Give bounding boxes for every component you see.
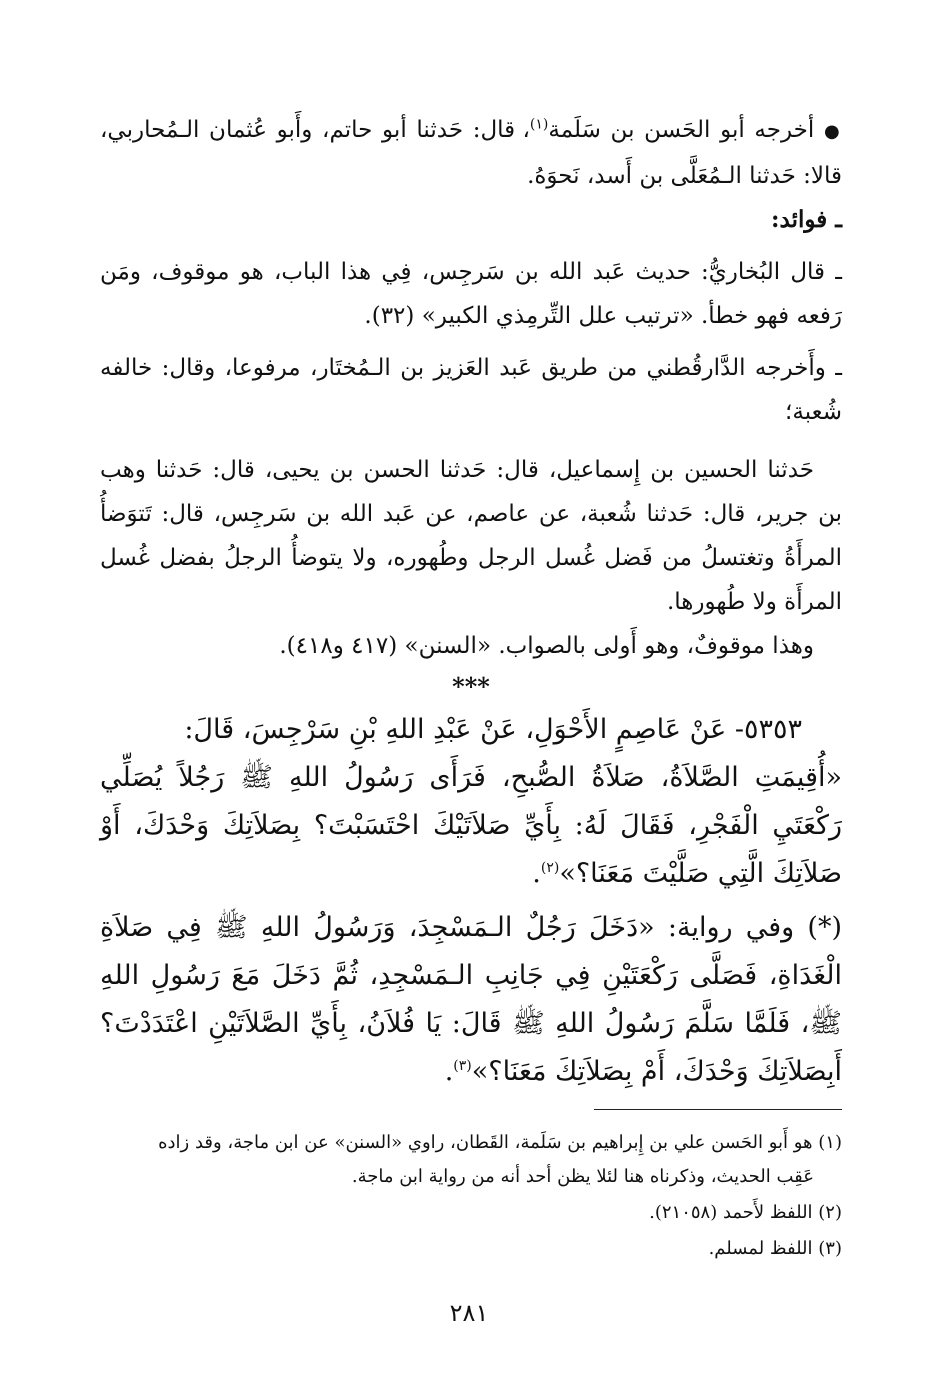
intro-text-start: أخرجه أبو الحَسن بن سَلَمة [548,117,815,143]
verdict-paragraph: وهذا موقوفٌ، وهو أَولى بالصواب. «السنن» (٤١٧ و٤١٨). [279,633,814,659]
hadith-text-body: «أُقِيمَتِ الصَّلاَةُ، صَلاَةُ الصُّبحِ، فَرَأَى رَسُولُ اللهِ ﷺ رَجُلاً يُصَلِّي رَكْعَتَيِ الْفَجْرِ، فَقَالَ لَهُ: بِأَيِّ صَلاَتَيْكَ احْتَسَبْتَ؟ بِصَلاَتِكَ وَحْدَكَ، أَوْ صَلاَتِكَ الَّتِي صَلَّيْتَ مَعَنَا؟» [100,762,842,889]
hadith-text-end: . [532,858,541,889]
footnote-marker-3[interactable]: (٣) [453,1058,472,1074]
footnote-2: (٢) اللفظ لأَحمد (٢١٠٥٨). [649,1202,842,1223]
section-separator-stars: *** [452,672,490,701]
footnote-marker-1[interactable]: (١) [529,116,549,133]
footnote-1-line-1: (١) هو أَبو الحَسن علي بن إِبراهيم بن سَلَمة، القَطان، راوي «السنن» عن ابن ماجة، وقد زاده [158,1132,842,1153]
intro-paragraph [100,108,842,198]
intro-text-end: ، قال: حَدثنا أبو حاتم، وأَبو عُثمان الـمُحاربي، قالا: حَدثنا الـمُعَلَّى بن أَسد، نَحوَهُ. [100,117,842,189]
daraqutni-paragraph: ـ وأَخرجه الدَّارقُطني من طريق عَبد العَزيز بن الـمُختَار، مرفوعا، وقال: خالفه شُعبة؛ [100,355,842,425]
hadith-header-text: عَنْ عَاصِمٍ الأَحْوَلِ، عَنْ عَبْدِ اللهِ بْنِ سَرْجِسَ، قَالَ: [184,714,727,745]
footnote-1 [100,1126,842,1194]
main-text [100,108,842,1096]
riwaya-text-end: . [444,1056,454,1087]
footnote-marker-2[interactable]: (٢) [540,860,560,876]
hadith-number: ٥٣٥٣- [734,714,802,745]
bukhari-paragraph: ـ قال البُخاريُّ: حديث عَبد الله بن سَرجِس، فِي هذا الباب، هو موقوف، ومَن رَفعه فهو خطأ. «ترتيب علل التِّرمِذي الكبير» (٣٢). [100,259,842,329]
isnad-paragraph: حَدثنا الحسين بن إِسماعيل، قال: حَدثنا الحسن بن يحيى، قال: حَدثنا وهب بن جرير، قال: حَدثنا شُعبة، عن عاصم، عن عَبد الله بن سَرجِس، قال: تَتوَضأُ المرأَةُ وتغتسلُ من فَضل غُسل الرجل وطُهوره، ولا يتوضأُ الرجلُ بفضل غُسل المرأَة ولا طُهورها. [100,457,842,615]
footnote-1-line-2: عَقِب الحديث، وذكرناه هنا لئلا يظن أحد أنه من رواية ابن ماجة. [351,1166,814,1187]
page-number: ٢٨١ [449,1299,489,1327]
hadith-header [100,706,842,754]
hadith-text [100,754,842,898]
riwaya-text-body: (*) وفي رواية: «دَخَلَ رَجُلٌ الـمَسْجِدَ، وَرَسُولُ اللهِ ﷺ فِي صَلاَةِ الْغَدَاةِ، فَصَلَّى رَكْعَتَيْنِ فِي جَانِبِ الـمَسْجِدِ، ثُمَّ دَخَلَ مَعَ رَسُولِ اللهِ ﷺ، فَلَمَّا سَلَّمَ رَسُولُ اللهِ ﷺ قَالَ: يَا فُلاَنُ، بِأَيِّ الصَّلاَتَيْنِ اعْتَدَدْتَ؟ أَبِصَلاَتِكَ وَحْدَكَ، أَمْ بِصَلاَتِكَ مَعَنَا؟» [100,912,842,1087]
footnote-3: (٣) اللفظ لمسلم. [708,1238,842,1259]
footnote-divider [594,1109,842,1110]
benefits-heading: ـ فوائد: [771,206,842,233]
riwaya-text [100,904,842,1096]
footnotes [100,1126,842,1268]
bullet-icon: ● [823,121,842,142]
